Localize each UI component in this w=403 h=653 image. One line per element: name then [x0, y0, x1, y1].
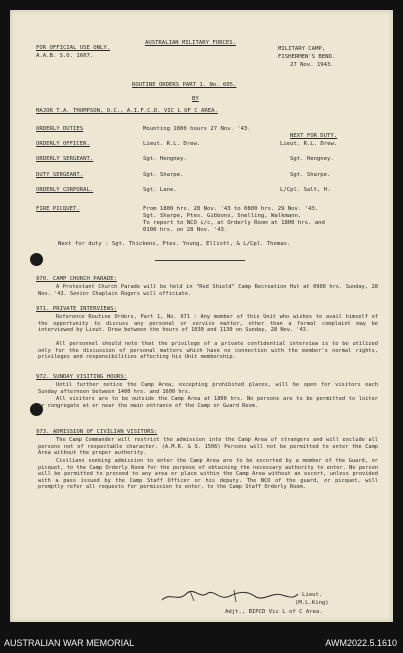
signature-title: Adjt., BIPCD Vic L of C Area.	[225, 609, 323, 615]
section-heading: 972. SUNDAY VISITING HOURS:	[36, 374, 127, 380]
section-text: Civilians seeking admission to enter the Camp Area are to be escorted by a member of the Guard, or picquet, to the Camp Orderly Room for the purpose of obtaining the necessary authority to enter. No person will be permitted to proceed to any area or place within the Camp Area without an escort, unless provided with a pass issued by the Camp Staff Officer or his deputy. The NCO of the guard, or picquet, will promptly refer all requests for permission to enter, to the Camp Staff Orderly Room.	[38, 458, 378, 491]
section-text: All personnel should note that the privilege of a private confidential interview is to be utilized only for the discussion of personal matters which have no connection with the member's normal rights, privileges and responsibilities affecting his Unit membership.	[38, 341, 378, 361]
signature-rank: Lieut.	[302, 592, 323, 598]
duty-role: ORDERLY SERGEANT.	[36, 156, 94, 162]
fire-picquet-next: Next for duty : Sgt. Thickens, Ptes. Young, Elliott, & L/Cpl. Thomas.	[58, 241, 291, 247]
duty-role: DUTY SERGEANT.	[36, 172, 84, 178]
duty-next: Sgt. Sharpe.	[290, 172, 331, 178]
by-label: BY	[192, 96, 199, 102]
section-heading: 971. PRIVATE INTERVIEWS:	[36, 306, 117, 312]
duty-next: Lieut. R.L. Drew.	[280, 141, 338, 147]
camp-place: FISHERMEN'S BEND.	[278, 54, 336, 60]
duty-next: L/Cpl. Salt, H.	[280, 187, 331, 193]
order-date: 27 Nov. 1943.	[290, 62, 334, 68]
duty-current: Sgt. Sharpe.	[143, 172, 184, 178]
footer-institution: AUSTRALIAN WAR MEMORIAL	[4, 638, 135, 648]
handwritten-signature	[160, 588, 300, 604]
duty-current: Mounting 1800 hours 27 Nov. '43.	[143, 126, 251, 132]
section-text: Reference Routine Orders, Part 1, No. 971 : Any member of this Unit who wishes to avail himself of the opportunity to discuss any personal or service matter, other than a formal complaint may be interviewed by Lieut. Drew between the hours of 1030 and 1130 on Sunday, 28 Nov. '43.	[38, 314, 378, 334]
duty-next: Sgt. Hengney.	[290, 156, 334, 162]
duty-current: Lieut. R.L. Drew.	[143, 141, 201, 147]
commanding-officer: MAJOR T.A. THOMPSON, O.C., A.I.F.C.D. VIC L OF C AREA.	[36, 108, 218, 114]
fire-picquet-label: FIRE PICQUET.	[36, 206, 80, 212]
section-heading: 973. ADMISSION OF CIVILIAN VISITORS:	[36, 429, 158, 435]
camp-name: MILITARY CAMP,	[278, 46, 326, 52]
official-use-label: FOR OFFICIAL USE ONLY.	[36, 45, 111, 51]
document-page	[10, 10, 393, 622]
aab-reference: A.A.B. S.O. 1607.	[36, 53, 94, 59]
section-text: The Camp Commander will restrict the admission into the Camp Area of strangers and will exclude all persons not of respectable character. (A.M.R. & O. 1506) Persons will not be permitted to enter the Camp Area without the proper authority.	[38, 437, 378, 457]
document-title: AUSTRALIAN MILITARY FORCES.	[145, 40, 236, 46]
duty-role: ORDERLY OFFICER.	[36, 141, 90, 147]
order-title: ROUTINE ORDERS PART 1. No. 605.	[132, 82, 237, 88]
section-text: All visitors are to be outside the Camp Area at 1800 hrs. No persons are to be permitted to loiter or congregate at or near the main entrance of the Camp or Guard Room.	[38, 396, 378, 409]
fire-picquet-line: From 1800 hrs. 28 Nov. '43 to 0800 hrs. 29 Nov. '43.	[143, 206, 319, 212]
punch-hole	[30, 253, 43, 266]
duty-current: Sgt. Hengney.	[143, 156, 187, 162]
duty-next-label: NEXT FOR DUTY.	[290, 133, 338, 139]
duty-role: ORDERLY DUTIES	[36, 126, 84, 132]
duty-current: Sgt. Lane.	[143, 187, 177, 193]
fire-picquet-line: 0100 hrs. on 28 Nov. '43.	[143, 227, 228, 233]
section-text: Until further notice the Camp Area, excepting prohibited places, will be open for visitors each Sunday afternoon between 1400 hrs. and 1600 hrs.	[38, 382, 378, 395]
divider	[155, 260, 245, 261]
footer-accession-number: AWM2022.5.1610	[325, 638, 397, 648]
section-heading: 970. CAMP CHURCH PARADE:	[36, 276, 117, 282]
duty-role: ORDERLY CORPORAL.	[36, 187, 94, 193]
fire-picquet-line: To report to NCO i/c, at Orderly Room at 1800 hrs. and	[143, 220, 325, 226]
signature-name: (M.L.King)	[295, 600, 329, 606]
fire-picquet-line: Sgt. Sharpe, Ptes. Gibbons, Snelling, Walkmann.	[143, 213, 302, 219]
section-text: A Protestant Church Parade will be held in "Red Shield" Camp Recreation Hut at 0900 hrs. Sunday, 28 Nov. '43. Senior Chaplain Rogers will officiate.	[38, 284, 378, 297]
